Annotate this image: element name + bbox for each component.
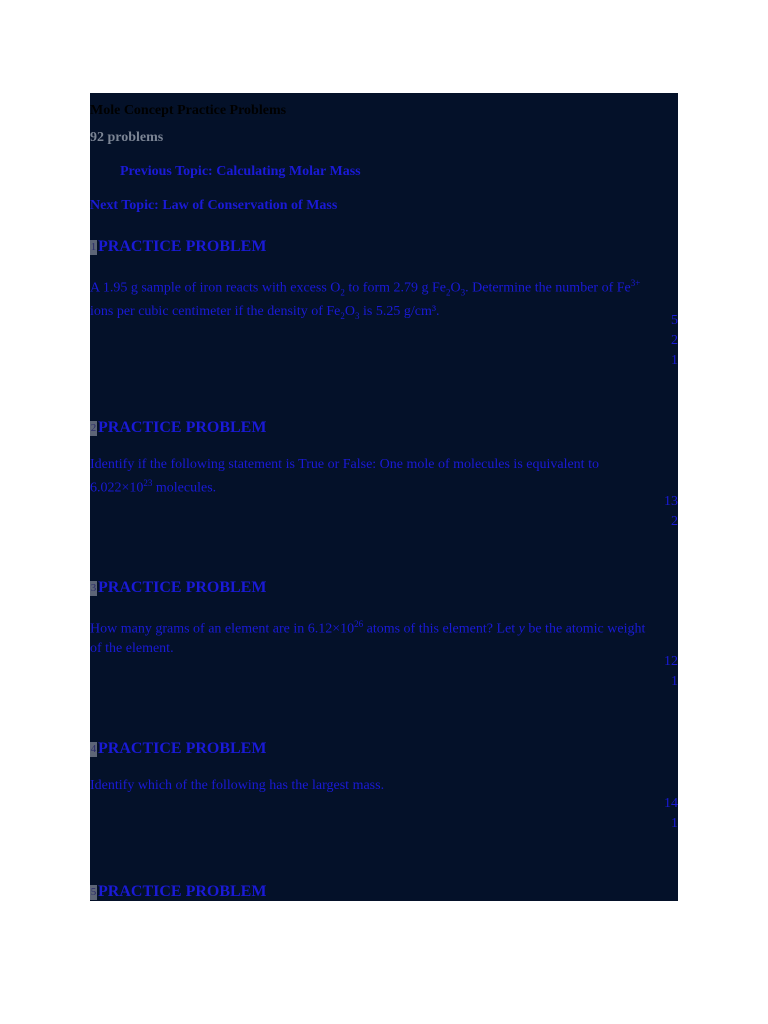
subscript: 2 [446, 287, 451, 298]
subscript: 2 [340, 311, 345, 322]
variable: y [518, 621, 525, 637]
problem-heading[interactable]: PRACTICE PROBLEM [98, 238, 267, 255]
problem-text: Identify which of the following has the largest mass. [90, 778, 385, 793]
stat-value: 1 [671, 674, 678, 689]
previous-topic-link[interactable]: Previous Topic: Calculating Molar Mass [120, 164, 361, 179]
problem-stats [648, 794, 678, 834]
problem-header [90, 739, 678, 759]
stat-value: 2 [671, 514, 678, 529]
problem-header [90, 418, 678, 438]
problems-panel [90, 93, 678, 901]
problem-count: 92 problems [90, 130, 164, 145]
page-title: Mole Concept Practice Problems [90, 103, 287, 118]
superscript: 23 [143, 478, 153, 488]
problem-text: Identify if the following statement is True or False: One mole of molecules is equivalent to $6.022\times 10^{23}$ molecules. [90, 457, 599, 496]
problem-number-badge[interactable]: 2 [90, 421, 97, 434]
problem-stats [648, 652, 678, 692]
superscript: 3+ [630, 278, 641, 288]
stat-value: 13 [664, 494, 678, 509]
problem-card-5 [90, 882, 678, 901]
problem-card-1 [90, 237, 678, 368]
problem-stats [648, 492, 678, 532]
stat-value: 12 [664, 654, 678, 669]
problem-number-badge[interactable]: 3 [90, 581, 97, 594]
problem-header [90, 882, 678, 901]
problem-header [90, 237, 678, 257]
problem-text: How many grams of an element are in $6.12\times 10^{26}$ atoms of this element? Let y be the atomic weight of the element. [90, 619, 646, 656]
subscript: 2 [340, 287, 345, 298]
problem-heading[interactable]: PRACTICE PROBLEM [98, 740, 267, 757]
problem-stats [648, 311, 678, 371]
problem-heading[interactable]: PRACTICE PROBLEM [98, 579, 267, 596]
problem-card-2 [90, 418, 678, 529]
problem-card-4 [90, 739, 678, 831]
problem-card-3 [90, 578, 678, 689]
stat-value: 2 [671, 333, 678, 348]
stat-value: 1 [671, 353, 678, 368]
problem-heading[interactable]: PRACTICE PROBLEM [98, 883, 267, 900]
problem-number-badge[interactable]: 5 [90, 885, 97, 898]
stat-value: 5 [671, 313, 678, 328]
next-topic-link[interactable]: Next Topic: Law of Conservation of Mass [90, 198, 338, 213]
stat-value: 1 [671, 816, 678, 831]
problem-text: A 1.95 g sample of iron reacts with excess $O_2$ to form 2.79 g $Fe_2O_3$. Determine the number of $Fe^{3+}$ ions per cubic centimeter if the density of $Fe_2O_3$ is 5.25 g/cm³. [90, 278, 641, 322]
stat-value: 14 [664, 796, 678, 811]
problem-number-badge[interactable]: 1 [90, 240, 97, 253]
superscript: 26 [354, 619, 364, 629]
subscript: 3 [460, 287, 466, 298]
problem-heading[interactable]: PRACTICE PROBLEM [98, 419, 267, 436]
problem-header [90, 578, 678, 598]
problem-number-badge[interactable]: 4 [90, 742, 97, 755]
subscript: 3 [355, 311, 360, 322]
